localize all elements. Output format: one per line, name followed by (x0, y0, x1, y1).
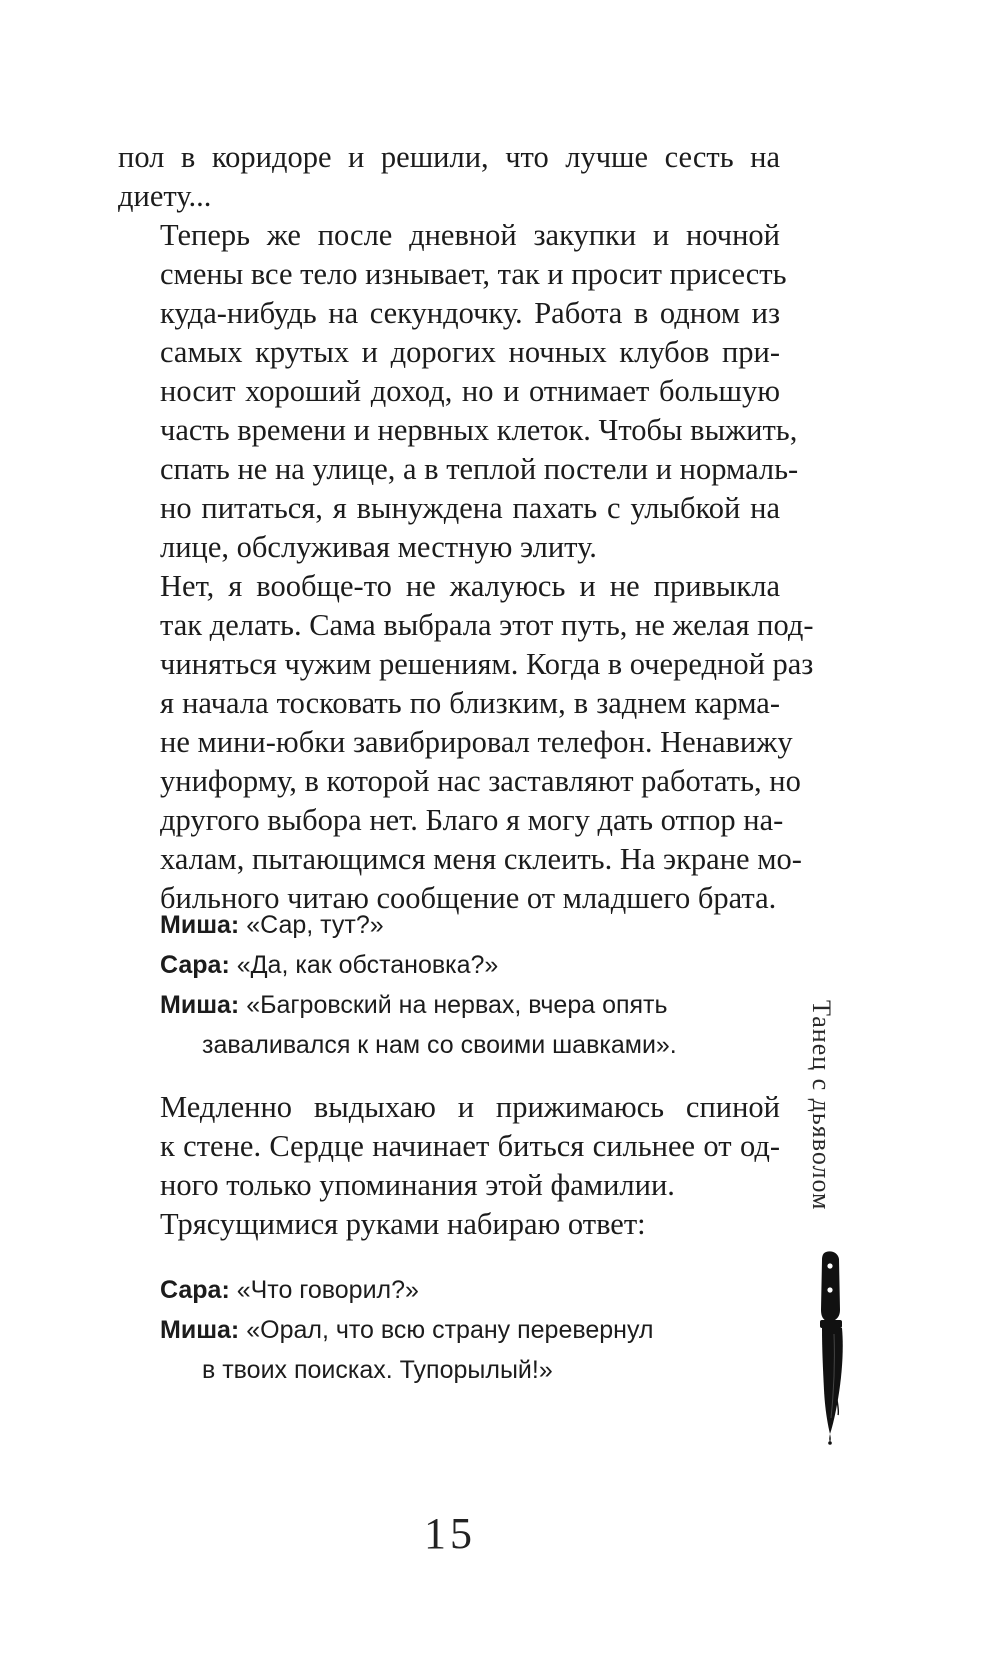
text-line: чиняться чужим решениям. Когда в очередной раз (160, 647, 814, 681)
body-text-middle (118, 1088, 780, 1244)
paragraph (118, 216, 799, 567)
text-line: куда-нибудь на секундочку. Работа в одном из (160, 296, 780, 330)
chat-message (160, 1270, 780, 1310)
paragraph (118, 1088, 780, 1205)
speaker-name: Сара: (160, 1276, 230, 1304)
text-line: смены все тело изнывает, так и просит присесть (160, 257, 787, 291)
text-line: часть времени и нервных клеток. Чтобы выжить, (160, 413, 798, 447)
text-line: лице, обслуживая местную элиту. (160, 530, 597, 564)
message-text: «Орал, что всю страну перевернул (246, 1316, 654, 1344)
page-number: 15 (424, 1509, 476, 1558)
text-line: диету... (118, 179, 212, 213)
text-line: самых крутых и дорогих ночных клубов при- (160, 335, 780, 369)
chat-message (160, 985, 780, 1025)
text-line: спать не на улице, а в теплой постели и нормаль- (160, 452, 799, 486)
chat-block-2 (160, 1270, 780, 1390)
text-line: халам, пытающимся меня склеить. На экране мо- (160, 842, 802, 876)
message-text: «Да, как обстановка?» (236, 951, 499, 979)
text-line: к стене. Сердце начинает биться сильнее от од- (160, 1129, 780, 1163)
paragraph (118, 567, 814, 918)
chat-message (160, 1310, 780, 1350)
message-text: «Сар, тут?» (246, 911, 384, 939)
speaker-name: Миша: (160, 991, 240, 1019)
message-text: «Что говорил?» (236, 1276, 419, 1304)
chat-message (160, 905, 780, 945)
text-line: ного только упоминания этой фамилии. (160, 1168, 675, 1202)
text-line: Трясущимися руками набираю ответ: (160, 1207, 646, 1241)
body-text-top (118, 138, 814, 918)
text-line: я начала тосковать по близким, в заднем карма- (160, 686, 780, 720)
text-line: пол в коридоре и решили, что лучше сесть на (118, 140, 780, 174)
text-line: носит хороший доход, но и отнимает большую (160, 374, 780, 408)
text-line: Нет, я вообще-то не жалуюсь и не привыкла (160, 569, 780, 603)
paragraph (118, 1205, 780, 1244)
message-continuation: заваливался к нам со своими шавками». (202, 1031, 677, 1059)
speaker-name: Сара: (160, 951, 230, 979)
message-continuation: в твоих поисках. Тупорылый!» (202, 1356, 553, 1384)
knife-icon (808, 1250, 858, 1445)
text-line: так делать. Сама выбрала этот путь, не желая под- (160, 608, 814, 642)
text-line: не мини-юбки завибрировал телефон. Ненавижу (160, 725, 793, 759)
message-text: «Багровский на нервах, вчера опять (246, 991, 668, 1019)
text-line: другого выбора нет. Благо я могу дать отпор на- (160, 803, 784, 837)
text-line: Теперь же после дневной закупки и ночной (160, 218, 780, 252)
text-line: униформу, в которой нас заставляют работать, но (160, 764, 801, 798)
text-line: Медленно выдыхаю и прижимаюсь спиной (160, 1090, 780, 1124)
text-line: но питаться, я вынуждена пахать с улыбкой на (160, 491, 780, 525)
speaker-name: Миша: (160, 1316, 240, 1344)
chat-block-1 (160, 905, 780, 1065)
text-line: бильного читаю сообщение от младшего брата. (160, 881, 777, 915)
speaker-name: Миша: (160, 911, 240, 939)
chat-message (160, 945, 780, 985)
running-head: Танец с дьяволом (807, 1000, 836, 1211)
paragraph (118, 138, 780, 216)
